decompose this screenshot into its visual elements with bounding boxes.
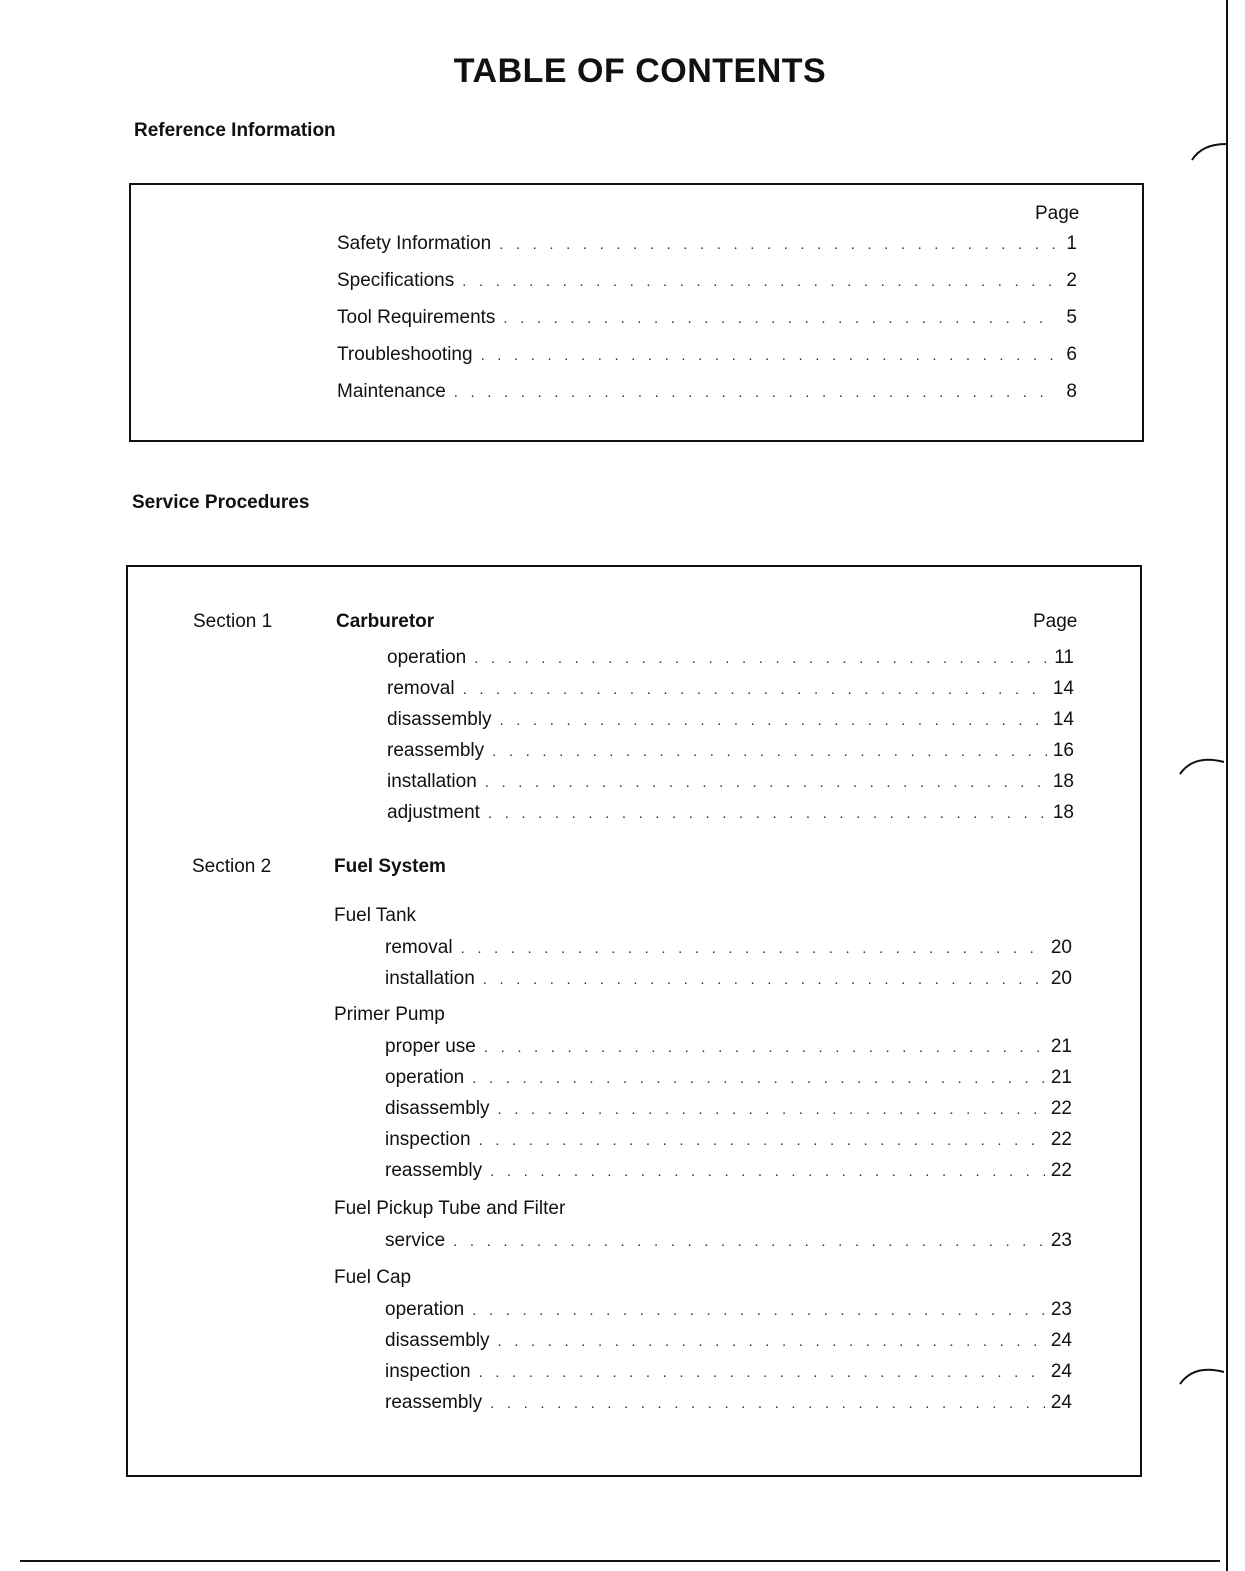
dot-leader xyxy=(500,712,1047,729)
toc-entry-label: Maintenance xyxy=(337,381,446,402)
dot-leader xyxy=(492,743,1047,760)
toc-entry-label: operation xyxy=(387,647,467,668)
toc-entry-page: 2 xyxy=(1066,270,1077,291)
toc-entry-label: inspection xyxy=(385,1129,471,1150)
tab-mark-icon xyxy=(1178,1362,1228,1392)
toc-entry xyxy=(385,1098,1072,1122)
toc-entry-page: 16 xyxy=(1052,740,1074,761)
toc-entry-page: 20 xyxy=(1050,937,1072,958)
toc-entry-label: service xyxy=(385,1230,446,1251)
service-page-label: Page xyxy=(1033,611,1078,632)
toc-entry-page: 11 xyxy=(1054,647,1074,668)
dot-leader xyxy=(483,971,1045,988)
toc-entry xyxy=(387,678,1074,702)
toc-entry xyxy=(337,307,1077,331)
bottom-edge xyxy=(20,1560,1220,1562)
reference-heading: Reference Information xyxy=(134,120,336,141)
toc-entry-page: 14 xyxy=(1052,678,1074,699)
toc-entry-page: 24 xyxy=(1050,1330,1072,1351)
toc-entry-label: reassembly xyxy=(385,1160,483,1181)
subsection-heading: Primer Pump xyxy=(334,1004,445,1025)
toc-entry-label: installation xyxy=(385,968,475,989)
toc-entry-label: inspection xyxy=(385,1361,471,1382)
toc-entry xyxy=(387,709,1074,733)
section2-number: Section 2 xyxy=(192,856,272,877)
section1-title: Carburetor xyxy=(336,611,435,632)
dot-leader xyxy=(462,273,1057,290)
toc-entry-page: 5 xyxy=(1066,307,1077,328)
toc-entry xyxy=(385,1392,1072,1416)
service-box xyxy=(126,565,1142,1477)
toc-entry-label: installation xyxy=(387,771,477,792)
toc-entry-label: reassembly xyxy=(385,1392,483,1413)
toc-entry-label: proper use xyxy=(385,1036,476,1057)
toc-entry xyxy=(337,381,1077,405)
toc-entry-page: 22 xyxy=(1050,1098,1072,1119)
toc-entry xyxy=(337,344,1077,368)
dot-leader xyxy=(498,1333,1045,1350)
subsection-heading: Fuel Cap xyxy=(334,1267,412,1288)
toc-entry-label: disassembly xyxy=(385,1330,490,1351)
dot-leader xyxy=(484,1039,1045,1056)
toc-entry xyxy=(385,1230,1072,1254)
toc-entry xyxy=(385,1330,1072,1354)
toc-entry-label: Tool Requirements xyxy=(337,307,496,328)
toc-entry-page: 20 xyxy=(1050,968,1072,989)
toc-entry-label: disassembly xyxy=(385,1098,490,1119)
toc-entry xyxy=(385,968,1072,992)
toc-entry-page: 22 xyxy=(1050,1129,1072,1150)
toc-entry xyxy=(385,1036,1072,1060)
dot-leader xyxy=(472,1070,1045,1087)
toc-entry-page: 18 xyxy=(1052,771,1074,792)
toc-entry xyxy=(385,1129,1072,1153)
dot-leader xyxy=(453,1233,1045,1250)
toc-entry xyxy=(387,771,1074,795)
binder-edge xyxy=(1226,0,1228,1571)
service-heading: Service Procedures xyxy=(132,492,310,513)
toc-entry-page: 24 xyxy=(1050,1361,1072,1382)
reference-box xyxy=(129,183,1144,442)
tab-mark-icon xyxy=(1190,138,1230,168)
toc-entry-page: 24 xyxy=(1050,1392,1072,1413)
dot-leader xyxy=(463,681,1047,698)
toc-entry-label: Troubleshooting xyxy=(337,344,473,365)
toc-entry-label: operation xyxy=(385,1299,465,1320)
dot-leader xyxy=(472,1302,1045,1319)
subsection-heading: Fuel Pickup Tube and Filter xyxy=(334,1198,566,1219)
section2-title: Fuel System xyxy=(334,856,446,877)
toc-entry-label: Specifications xyxy=(337,270,455,291)
dot-leader xyxy=(503,310,1057,327)
toc-entry xyxy=(387,802,1074,826)
toc-entry-page: 23 xyxy=(1050,1299,1072,1320)
toc-entry-label: Safety Information xyxy=(337,233,492,254)
toc-entry-label: reassembly xyxy=(387,740,485,761)
toc-entry-page: 6 xyxy=(1066,344,1077,365)
dot-leader xyxy=(461,940,1045,957)
tab-mark-icon xyxy=(1178,752,1228,782)
dot-leader xyxy=(490,1395,1045,1412)
toc-entry-page: 21 xyxy=(1050,1067,1072,1088)
toc-entry-page: 1 xyxy=(1066,233,1077,254)
toc-entry-page: 21 xyxy=(1050,1036,1072,1057)
dot-leader xyxy=(490,1163,1045,1180)
subsection-heading: Fuel Tank xyxy=(334,905,417,926)
toc-entry xyxy=(387,740,1074,764)
toc-entry xyxy=(385,1299,1072,1323)
dot-leader xyxy=(499,236,1057,253)
section1-number: Section 1 xyxy=(193,611,273,632)
toc-entry-page: 22 xyxy=(1050,1160,1072,1181)
toc-entry-page: 8 xyxy=(1066,381,1077,402)
dot-leader xyxy=(498,1101,1045,1118)
toc-entry-label: adjustment xyxy=(387,802,480,823)
dot-leader xyxy=(479,1364,1045,1381)
dot-leader xyxy=(474,650,1048,667)
toc-entry-label: operation xyxy=(385,1067,465,1088)
reference-page-label: Page xyxy=(1035,203,1080,224)
toc-entry xyxy=(385,1067,1072,1091)
page-title: TABLE OF CONTENTS xyxy=(453,52,827,90)
dot-leader xyxy=(488,805,1047,822)
toc-entry xyxy=(337,233,1077,257)
toc-entry xyxy=(337,270,1077,294)
toc-entry-label: removal xyxy=(387,678,455,699)
toc-entry-label: disassembly xyxy=(387,709,492,730)
toc-entry xyxy=(385,937,1072,961)
toc-entry xyxy=(387,647,1074,671)
toc-entry xyxy=(385,1160,1072,1184)
dot-leader xyxy=(481,347,1057,364)
toc-entry-label: removal xyxy=(385,937,453,958)
toc-entry-page: 23 xyxy=(1050,1230,1072,1251)
dot-leader xyxy=(454,384,1057,401)
dot-leader xyxy=(485,774,1047,791)
toc-entry xyxy=(385,1361,1072,1385)
dot-leader xyxy=(479,1132,1045,1149)
toc-entry-page: 18 xyxy=(1052,802,1074,823)
toc-entry-page: 14 xyxy=(1052,709,1074,730)
